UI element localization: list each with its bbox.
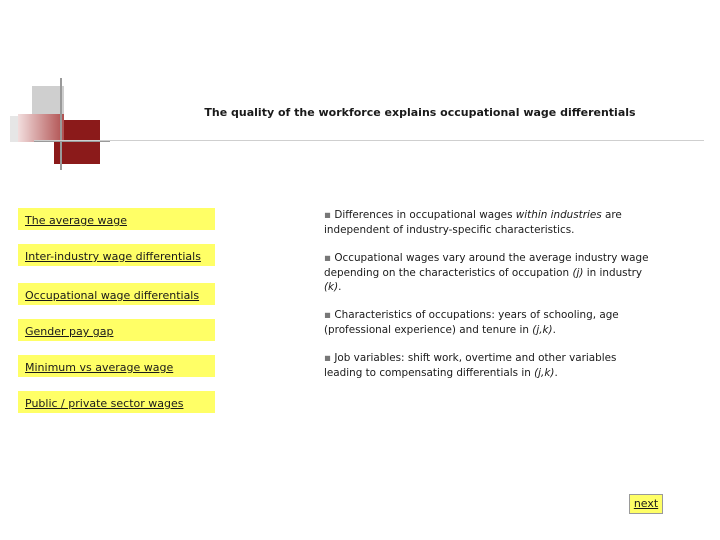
bullet-occupation-characteristics [324,308,654,337]
bullet-marker: ▪ [324,309,332,321]
bullet-emphasis: (j) [572,266,584,279]
slide-title: The quality of the workforce explains occupational wage differentials [204,106,636,119]
bullet-text: Occupational wages vary around the average industry wage depending on the characteristics of occupation [324,252,649,279]
bullet-text: Differences in occupational wages [334,209,516,221]
bullet-job-variables [324,351,654,380]
nav-minimum-vs-average-wage[interactable]: Minimum vs average wage [18,355,215,377]
bullet-text: Job variables: shift work, overtime and other variables leading to compensating differentials in [324,352,617,379]
nav-average-wage[interactable]: The average wage [18,208,215,230]
title-divider [34,140,704,141]
bullet-marker: ▪ [324,209,332,221]
nav-gender-pay-gap[interactable]: Gender pay gap [18,319,215,341]
bullet-marker: ▪ [324,352,332,364]
nav-inter-industry-wage-differentials[interactable]: Inter-industry wage differentials [18,244,215,266]
nav-public-private-sector-wages[interactable]: Public / private sector wages [18,391,215,413]
next-button[interactable]: next [629,494,663,514]
deco-vertical-line [60,78,62,170]
nav-occupational-wage-differentials[interactable]: Occupational wage differentials [18,283,215,305]
bullet-text: are independent of industry-specific characteristics. [324,209,622,236]
bullet-emphasis: within industries [515,209,602,221]
bullet-emphasis: (j,k) [534,366,555,379]
bullet-text: . [338,281,342,293]
bullet-marker: ▪ [324,252,332,264]
bullet-emphasis: (j,k) [532,323,553,336]
bullet-emphasis: (k) [324,281,339,293]
bullet-text: in industry [583,266,643,279]
bullet-text: Characteristics of occupations: years of schooling, age (professional experience) and tenure in [324,309,619,336]
bullet-occupational-variation [324,251,654,295]
bullet-text: . [552,323,556,336]
deco-red-gradient [18,114,64,142]
bullet-within-industries [324,208,654,237]
decorative-corner-graphic [0,70,110,170]
bullet-text: . [554,366,558,379]
